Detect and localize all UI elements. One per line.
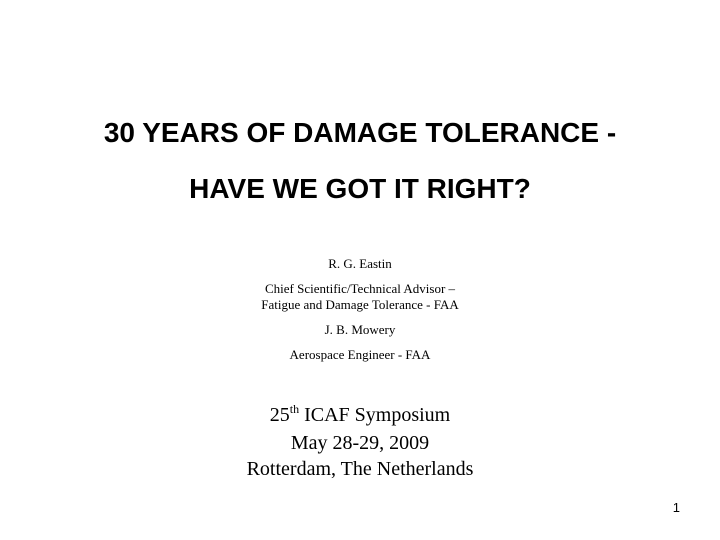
- event-ordinal-suffix: th: [289, 402, 300, 416]
- event-title: ICAF Symposium: [304, 404, 451, 426]
- author-role-line: Aerospace Engineer - FAA: [289, 347, 431, 362]
- author-name: R. G. Eastin: [328, 256, 392, 271]
- event-dates: May 28-29, 2009: [290, 432, 430, 454]
- event-ordinal-number: 25: [269, 404, 290, 426]
- author-name: J. B. Mowery: [324, 322, 396, 337]
- title-line-1: 30 YEARS OF DAMAGE TOLERANCE -: [103, 117, 617, 148]
- author-role: [0, 281, 720, 313]
- event-location: Rotterdam, The Netherlands: [246, 458, 474, 480]
- author-block: [0, 322, 720, 338]
- author-list: [0, 256, 720, 372]
- author-role: [0, 347, 720, 363]
- title-line-2: HAVE WE GOT IT RIGHT?: [189, 173, 531, 204]
- event-info: [0, 402, 720, 482]
- event-name: [0, 402, 720, 430]
- page-number: 1: [672, 500, 680, 515]
- author-role-line: Fatigue and Damage Tolerance - FAA: [261, 297, 459, 312]
- author-block: [0, 256, 720, 272]
- author-role-line: Chief Scientific/Technical Advisor –: [264, 281, 456, 296]
